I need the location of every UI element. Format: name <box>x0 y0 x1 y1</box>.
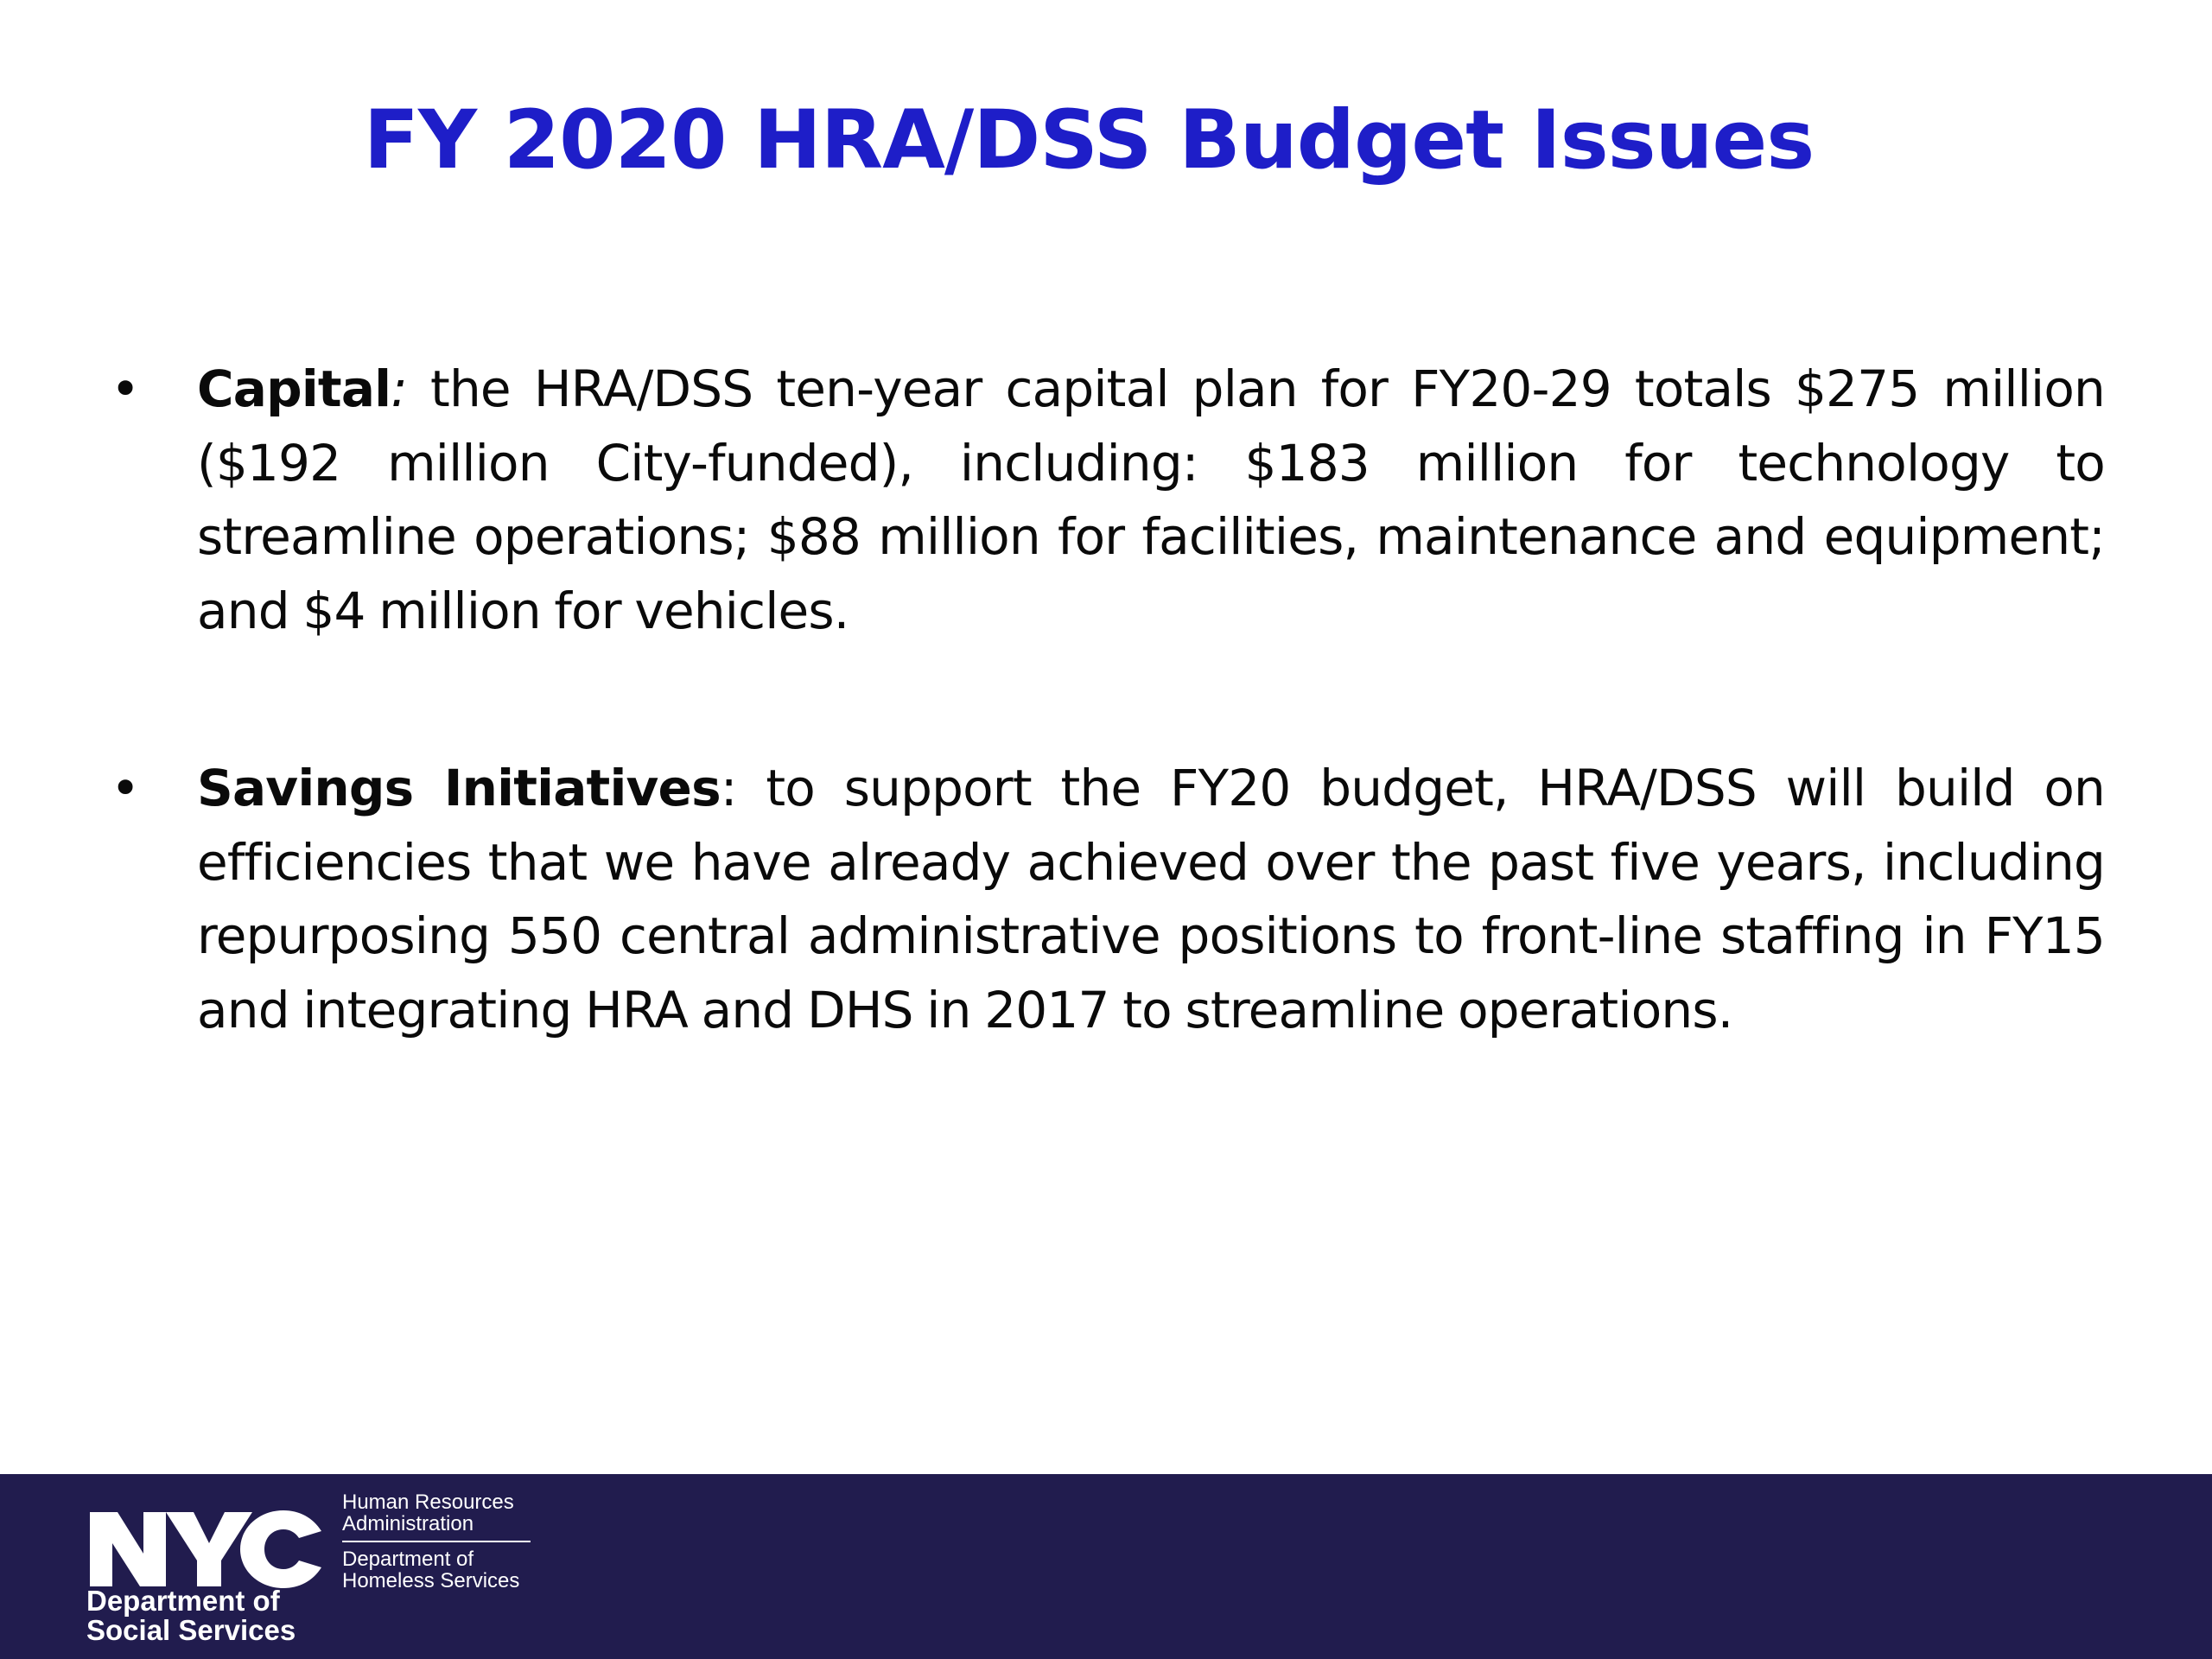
bullet-term: Capital <box>197 359 391 418</box>
agency-names <box>342 1491 531 1592</box>
bullet-term-separator: : <box>720 759 737 817</box>
bullet-text: to support the FY20 budget, HRA/DSS will build on efficiencies that we have already achieved over the past five years, including repurposing 550 central administrative positions to front-line staffing in FY15 and integrating HRA and DHS in 2017 to streamline operations. <box>197 759 2105 1039</box>
bullet-item-capital <box>111 353 2105 648</box>
bullet-icon: • <box>111 759 140 817</box>
agency-hra-line-2: Administration <box>342 1512 474 1535</box>
agency-dhs-line-1: Department of <box>342 1548 474 1571</box>
bullet-term: Savings Initiatives <box>197 759 721 817</box>
bullet-text: the HRA/DSS ten-year capital plan for FY20-29 totals $275 million ($192 million City-funded), including: $183 million for technology to streamline operations; $88 million for facilities, maintenance and equipment; and $4 million for vehicles. <box>197 359 2105 640</box>
agency-hra-line-1: Human Resources <box>342 1491 514 1514</box>
agency-dhs-line-2: Homeless Services <box>342 1569 520 1592</box>
department-line-2: Social Services <box>86 1614 296 1646</box>
bullet-term-separator: : <box>391 359 407 418</box>
department-line-1: Department of <box>86 1585 280 1617</box>
bullet-list <box>111 353 2105 1047</box>
bullet-icon: • <box>111 359 140 418</box>
agency-divider <box>342 1541 531 1542</box>
slide-title: FY 2020 HRA/DSS Budget Issues <box>363 93 1815 188</box>
footer-bar <box>0 1474 2212 1659</box>
bullet-item-savings <box>111 752 2105 1047</box>
department-name <box>86 1586 296 1645</box>
